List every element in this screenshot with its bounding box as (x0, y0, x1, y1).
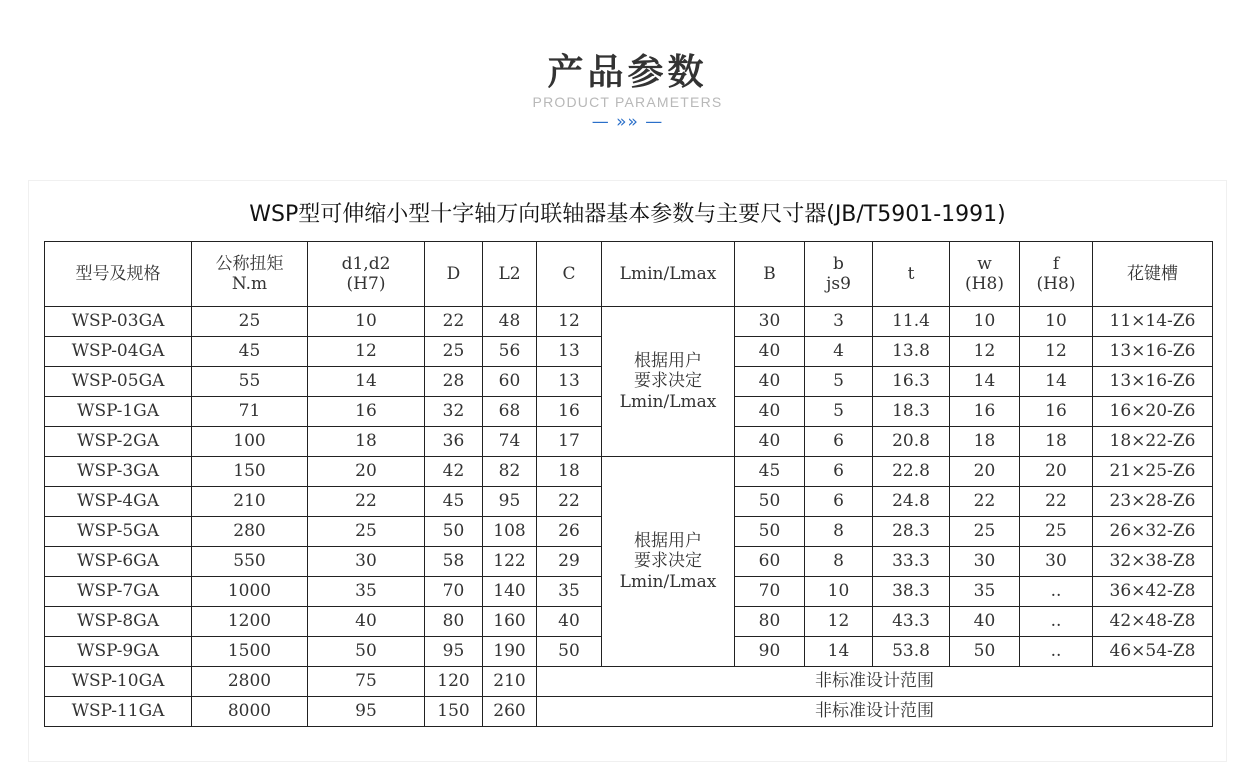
cell-spline: 26×32-Z6 (1093, 517, 1213, 547)
cell-spline: 42×48-Z8 (1093, 607, 1213, 637)
cell-b-key: 3 (805, 307, 873, 337)
cell-spline: 18×22-Z6 (1093, 427, 1213, 457)
cell-c: 22 (537, 487, 602, 517)
cell-t: 18.3 (873, 397, 950, 427)
cell-c: 16 (537, 397, 602, 427)
cell-f: 10 (1020, 307, 1093, 337)
cell-d1-d2: 18 (308, 427, 425, 457)
cell-lmin-lmax-note (602, 307, 735, 457)
cell-d1-d2: 16 (308, 397, 425, 427)
cell-t: 24.8 (873, 487, 950, 517)
cell-w: 22 (950, 487, 1020, 517)
cell-l2: 74 (483, 427, 537, 457)
cell-torque: 1000 (192, 577, 308, 607)
note-line: Lmin/Lmax (619, 391, 717, 412)
cell-c: 12 (537, 307, 602, 337)
cell-model: WSP-7GA (45, 577, 192, 607)
cell-f: 18 (1020, 427, 1093, 457)
cell-l2: 82 (483, 457, 537, 487)
header-line: d1,d2 (341, 253, 391, 274)
cell-f: .. (1020, 637, 1093, 667)
cell-w: 25 (950, 517, 1020, 547)
header-c (537, 242, 602, 307)
cell-l2: 95 (483, 487, 537, 517)
header-l2 (483, 242, 537, 307)
cell-outer-dia: 70 (425, 577, 483, 607)
cell-b-width: 80 (735, 607, 805, 637)
cell-l2: 48 (483, 307, 537, 337)
cell-b-width: 40 (735, 367, 805, 397)
cell-spline: 13×16-Z6 (1093, 367, 1213, 397)
cell-t: 11.4 (873, 307, 950, 337)
cell-torque: 100 (192, 427, 308, 457)
cell-f: 30 (1020, 547, 1093, 577)
cell-torque: 550 (192, 547, 308, 577)
note-line: 根据用户 (634, 530, 702, 551)
cell-l2: 108 (483, 517, 537, 547)
cell-t: 43.3 (873, 607, 950, 637)
cell-torque: 1500 (192, 637, 308, 667)
cell-l2: 68 (483, 397, 537, 427)
cell-b-width: 50 (735, 487, 805, 517)
cell-d1-d2: 50 (308, 637, 425, 667)
cell-outer-dia: 28 (425, 367, 483, 397)
cell-w: 16 (950, 397, 1020, 427)
header-spline (1093, 242, 1213, 307)
cell-b-key: 5 (805, 367, 873, 397)
cell-d1-d2: 35 (308, 577, 425, 607)
cell-model: WSP-9GA (45, 637, 192, 667)
cell-b-width: 90 (735, 637, 805, 667)
cell-b-key: 4 (805, 337, 873, 367)
cell-b-key: 8 (805, 517, 873, 547)
cell-torque: 71 (192, 397, 308, 427)
header-line: (H7) (346, 274, 386, 294)
cell-b-key: 6 (805, 457, 873, 487)
cell-w: 12 (950, 337, 1020, 367)
cell-c: 13 (537, 337, 602, 367)
cell-outer-dia: 22 (425, 307, 483, 337)
cell-outer-dia: 45 (425, 487, 483, 517)
cell-outer-dia: 58 (425, 547, 483, 577)
cell-b-width: 40 (735, 397, 805, 427)
cell-d1-d2: 40 (308, 607, 425, 637)
cell-nonstandard-note: 非标准设计范围 (537, 667, 1213, 697)
cell-d1-d2: 95 (308, 697, 425, 727)
cell-d1-d2: 14 (308, 367, 425, 397)
cell-l2: 60 (483, 367, 537, 397)
cell-b-key: 14 (805, 637, 873, 667)
cell-b-width: 30 (735, 307, 805, 337)
cell-model: WSP-4GA (45, 487, 192, 517)
cell-w: 18 (950, 427, 1020, 457)
cell-d1-d2: 75 (308, 667, 425, 697)
header-line: N.m (231, 274, 268, 294)
cell-l2: 140 (483, 577, 537, 607)
cell-c: 26 (537, 517, 602, 547)
header-line: (H8) (965, 274, 1004, 294)
cell-b-key: 6 (805, 487, 873, 517)
cell-outer-dia: 36 (425, 427, 483, 457)
cell-f: .. (1020, 607, 1093, 637)
cell-b-key: 8 (805, 547, 873, 577)
cell-b-width: 45 (735, 457, 805, 487)
header-w (950, 242, 1020, 307)
cell-outer-dia: 25 (425, 337, 483, 367)
header-torque (192, 242, 308, 307)
cell-f: .. (1020, 577, 1093, 607)
cell-f: 22 (1020, 487, 1093, 517)
table-row (45, 457, 1213, 487)
cell-torque: 210 (192, 487, 308, 517)
page-title: 产品参数 (547, 52, 708, 93)
table-row (45, 697, 1213, 727)
header-t (873, 242, 950, 307)
cell-outer-dia: 42 (425, 457, 483, 487)
page-subtitle: PRODUCT PARAMETERS (532, 94, 723, 110)
cell-spline: 16×20-Z6 (1093, 397, 1213, 427)
cell-t: 28.3 (873, 517, 950, 547)
cell-nonstandard-note: 非标准设计范围 (537, 697, 1213, 727)
cell-b-width: 40 (735, 337, 805, 367)
cell-w: 10 (950, 307, 1020, 337)
cell-model: WSP-2GA (45, 427, 192, 457)
cell-model: WSP-3GA (45, 457, 192, 487)
header-line: B (763, 263, 776, 284)
cell-c: 17 (537, 427, 602, 457)
cell-spline: 23×28-Z6 (1093, 487, 1213, 517)
cell-torque: 150 (192, 457, 308, 487)
note-line: 要求决定 (634, 551, 702, 572)
cell-torque: 1200 (192, 607, 308, 637)
cell-model: WSP-1GA (45, 397, 192, 427)
cell-t: 16.3 (873, 367, 950, 397)
cell-torque: 45 (192, 337, 308, 367)
cell-l2: 260 (483, 697, 537, 727)
cell-outer-dia: 150 (425, 697, 483, 727)
header-d1-d2 (308, 242, 425, 307)
cell-torque: 280 (192, 517, 308, 547)
table-row (45, 667, 1213, 697)
cell-b-key: 5 (805, 397, 873, 427)
header-line: w (977, 253, 992, 274)
table-body (45, 307, 1213, 727)
header-line: 型号及规格 (75, 263, 161, 284)
cell-t: 33.3 (873, 547, 950, 577)
cell-c: 50 (537, 637, 602, 667)
cell-t: 53.8 (873, 637, 950, 667)
table-row (45, 307, 1213, 337)
cell-d1-d2: 30 (308, 547, 425, 577)
cell-outer-dia: 80 (425, 607, 483, 637)
note-line: 根据用户 (634, 350, 702, 371)
cell-w: 40 (950, 607, 1020, 637)
header-f (1020, 242, 1093, 307)
cell-model: WSP-10GA (45, 667, 192, 697)
note-line: 要求决定 (634, 371, 702, 392)
cell-f: 25 (1020, 517, 1093, 547)
header-line: 花键槽 (1127, 263, 1178, 284)
cell-spline: 32×38-Z8 (1093, 547, 1213, 577)
title-divider-ornament: — »» — (591, 112, 664, 132)
spec-table (44, 241, 1213, 727)
cell-f: 16 (1020, 397, 1093, 427)
cell-w: 30 (950, 547, 1020, 577)
cell-w: 35 (950, 577, 1020, 607)
cell-f: 14 (1020, 367, 1093, 397)
header-row (45, 242, 1213, 307)
cell-spline: 11×14-Z6 (1093, 307, 1213, 337)
cell-c: 40 (537, 607, 602, 637)
cell-b-width: 70 (735, 577, 805, 607)
cell-b-width: 50 (735, 517, 805, 547)
header-line: js9 (826, 274, 851, 294)
header-lmin-lmax (602, 242, 735, 307)
cell-torque: 2800 (192, 667, 308, 697)
header-line: (H8) (1036, 274, 1076, 294)
header-line: L2 (498, 263, 521, 284)
header-model (45, 242, 192, 307)
cell-d1-d2: 10 (308, 307, 425, 337)
cell-torque: 25 (192, 307, 308, 337)
header-line: 公称扭矩 (215, 253, 284, 274)
cell-model: WSP-8GA (45, 607, 192, 637)
cell-l2: 160 (483, 607, 537, 637)
cell-l2: 122 (483, 547, 537, 577)
cell-torque: 55 (192, 367, 308, 397)
cell-spline: 13×16-Z6 (1093, 337, 1213, 367)
cell-model: WSP-05GA (45, 367, 192, 397)
cell-c: 29 (537, 547, 602, 577)
cell-b-key: 12 (805, 607, 873, 637)
cell-b-width: 40 (735, 427, 805, 457)
cell-d1-d2: 25 (308, 517, 425, 547)
header-b-key (805, 242, 873, 307)
cell-d1-d2: 20 (308, 457, 425, 487)
cell-outer-dia: 32 (425, 397, 483, 427)
cell-d1-d2: 12 (308, 337, 425, 367)
cell-spline: 46×54-Z8 (1093, 637, 1213, 667)
cell-l2: 210 (483, 667, 537, 697)
header-line: Lmin/Lmax (619, 263, 717, 284)
header-line: b (833, 253, 844, 274)
cell-model: WSP-6GA (45, 547, 192, 577)
note-line: Lmin/Lmax (619, 571, 717, 592)
cell-w: 20 (950, 457, 1020, 487)
cell-model: WSP-5GA (45, 517, 192, 547)
cell-b-key: 6 (805, 427, 873, 457)
header-line: t (907, 263, 915, 284)
cell-d1-d2: 22 (308, 487, 425, 517)
cell-c: 35 (537, 577, 602, 607)
cell-model: WSP-03GA (45, 307, 192, 337)
header-line: D (446, 263, 461, 284)
cell-spline: 21×25-Z6 (1093, 457, 1213, 487)
cell-f: 20 (1020, 457, 1093, 487)
cell-f: 12 (1020, 337, 1093, 367)
cell-model: WSP-04GA (45, 337, 192, 367)
table-title: WSP型可伸缩小型十字轴万向联轴器基本参数与主要尺寸器(JB/T5901-1991) (249, 202, 1006, 227)
cell-t: 22.8 (873, 457, 950, 487)
cell-t: 13.8 (873, 337, 950, 367)
cell-outer-dia: 50 (425, 517, 483, 547)
cell-lmin-lmax-note (602, 457, 735, 667)
cell-c: 13 (537, 367, 602, 397)
cell-outer-dia: 95 (425, 637, 483, 667)
cell-t: 20.8 (873, 427, 950, 457)
cell-w: 50 (950, 637, 1020, 667)
cell-b-key: 10 (805, 577, 873, 607)
cell-b-width: 60 (735, 547, 805, 577)
cell-model: WSP-11GA (45, 697, 192, 727)
cell-c: 18 (537, 457, 602, 487)
header-line: C (562, 263, 576, 284)
cell-l2: 56 (483, 337, 537, 367)
cell-t: 38.3 (873, 577, 950, 607)
cell-w: 14 (950, 367, 1020, 397)
cell-spline: 36×42-Z8 (1093, 577, 1213, 607)
cell-torque: 8000 (192, 697, 308, 727)
header-line: f (1052, 253, 1060, 274)
header-b-width (735, 242, 805, 307)
cell-l2: 190 (483, 637, 537, 667)
header-outer-dia (425, 242, 483, 307)
cell-outer-dia: 120 (425, 667, 483, 697)
